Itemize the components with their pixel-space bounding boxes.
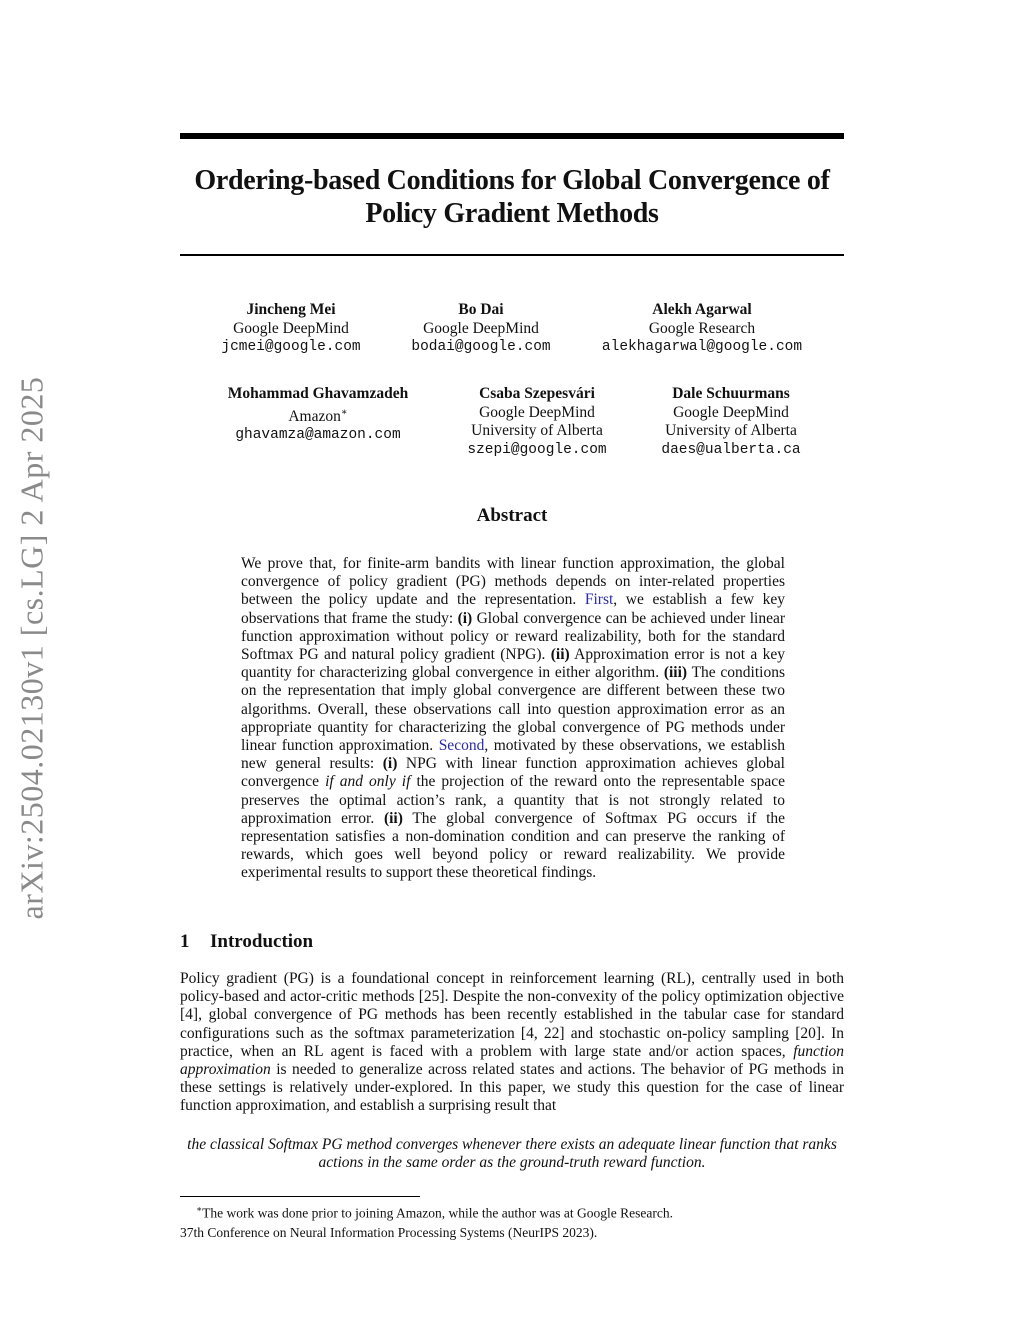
author-affiliation: Google DeepMind	[423, 319, 539, 337]
author-block	[361, 301, 601, 357]
title-top-rule	[180, 133, 844, 139]
emphasis-text: function approximation	[180, 1042, 845, 1079]
author-affiliation: Google DeepMind	[233, 319, 349, 337]
footnote-text: The work was done prior to joining Amazon, while the author was at Google Research.	[202, 1205, 674, 1221]
item-label: (iii)	[663, 664, 688, 682]
abstract-text: Global convergence can be achieved under linear function approximation without policy or reward realizability, both for the standard Softmax PG and natural policy gradient (NPG).	[241, 609, 786, 664]
item-label: (i)	[382, 755, 398, 773]
footnote-rule	[180, 1196, 420, 1197]
author-email: alekhagarwal@google.com	[601, 339, 803, 355]
abstract-text: , motivated by these observations, we establish new general results:	[241, 737, 786, 773]
item-label: (ii)	[383, 809, 403, 827]
paper-title	[180, 164, 844, 230]
author-block	[611, 385, 851, 459]
abstract-text: NPG with linear function approximation achieves global convergence	[241, 755, 785, 791]
body-text: Policy gradient (PG) is a foundational concept in reinforcement learning (RL), centrally used in both policy-based and actor-critic methods [25]. Despite the non-convexity of the policy optimization objective [4], global convergence of PG methods has been recently established in the tabular case for standard configurations such as the softmax parameterization [4, 22] and stochastic on-policy sampling [20]. In practice, when an RL agent is faced with a problem with large state and/or action spaces,	[180, 970, 844, 1060]
footnote-mark: ∗	[196, 1204, 203, 1214]
abstract-heading: Abstract	[476, 505, 548, 526]
paper-title-line1: Ordering-based Conditions for Global Convergence of	[194, 165, 830, 196]
author-email: szepi@google.com	[467, 441, 607, 458]
section-title: Introduction	[210, 931, 314, 952]
author-affiliation-2: University of Alberta	[665, 422, 797, 439]
author-name: Bo Dai	[458, 301, 504, 318]
abstract-text: Approximation error is not a key quantity for characterizing global convergence in either algorithm.	[241, 646, 785, 682]
introduction-paragraph	[180, 970, 844, 1116]
arxiv-identifier	[12, 363, 52, 933]
author-name: Jincheng Mei	[246, 301, 336, 318]
author-name: Mohammad Ghavamzadeh	[227, 385, 409, 402]
author-email: jcmei@google.com	[221, 339, 361, 355]
key-result-quote: the classical Softmax PG method converges whenever there exists an adequate linear function that ranks actions in the same order as the ground-truth reward function.	[187, 1136, 837, 1172]
abstract-text: The conditions on the representation that imply global convergence are different between these two algorithms. Overall, these observations call into question approximation error as an appropriate quantity for characterizing the global convergence of PG methods under linear function approximation.	[241, 664, 785, 755]
conference-note: 37th Conference on Neural Information Processing Systems (NeurIPS 2023).	[180, 1225, 598, 1240]
second-link[interactable]: Second	[438, 737, 485, 755]
section-number: 1	[180, 931, 190, 952]
author-block	[582, 301, 822, 357]
abstract-text: , we establish a few key observations that frame the study:	[241, 591, 786, 627]
author-affiliation: Google DeepMind	[479, 403, 595, 421]
body-text: is needed to generalize across related states and actions. The behavior of PG methods in these settings is relatively under-explored. In this paper, we study this question for the case of linear function approximation, and establish a surprising result that	[180, 1061, 844, 1115]
title-bottom-rule	[180, 254, 844, 256]
author-name: Dale Schuurmans	[672, 385, 790, 402]
author-name: Alekh Agarwal	[652, 301, 752, 318]
author-email: ghavamza@amazon.com	[235, 427, 401, 444]
abstract-text: the projection of the reward onto the representable space preserves the optimal action’s rank, a quantity that is not strongly related to approximation error.	[241, 773, 785, 827]
author-name: Csaba Szepesvári	[479, 385, 595, 402]
first-link[interactable]: First	[584, 591, 614, 609]
author-email: bodai@google.com	[411, 339, 551, 355]
author-block	[198, 385, 438, 445]
footnote	[196, 1201, 836, 1222]
affiliation-footnote-mark: ∗	[340, 406, 348, 418]
abstract-body	[241, 555, 785, 883]
abstract-text: The global convergence of Softmax PG occurs if the representation satisfies a non-domination condition and can preserve the ranking of rewards, which goes well beyond policy or reward realizability. We provide experimental results to support these theoretical findings.	[241, 809, 786, 882]
emphasis-text: if and only if	[325, 773, 411, 791]
author-email: daes@ualberta.ca	[661, 441, 801, 458]
paper-title-line2: Policy Gradient Methods	[365, 198, 659, 229]
author-affiliation-2: University of Alberta	[471, 422, 603, 439]
item-label: (ii)	[550, 646, 570, 664]
author-affiliation: Amazon	[288, 407, 341, 425]
section-heading-introduction	[180, 931, 313, 953]
author-affiliation: Google Research	[648, 319, 756, 337]
abstract-text: We prove that, for finite-arm bandits with linear function approximation, the global convergence of policy gradient (PG) methods depends on inter-related properties between the policy update and the representation.	[241, 555, 785, 609]
item-label: (i)	[457, 609, 473, 627]
author-affiliation: Google DeepMind	[673, 403, 789, 421]
arxiv-identifier-text: arXiv:2504.02130v1 [cs.LG] 2 Apr 2025	[13, 376, 50, 920]
